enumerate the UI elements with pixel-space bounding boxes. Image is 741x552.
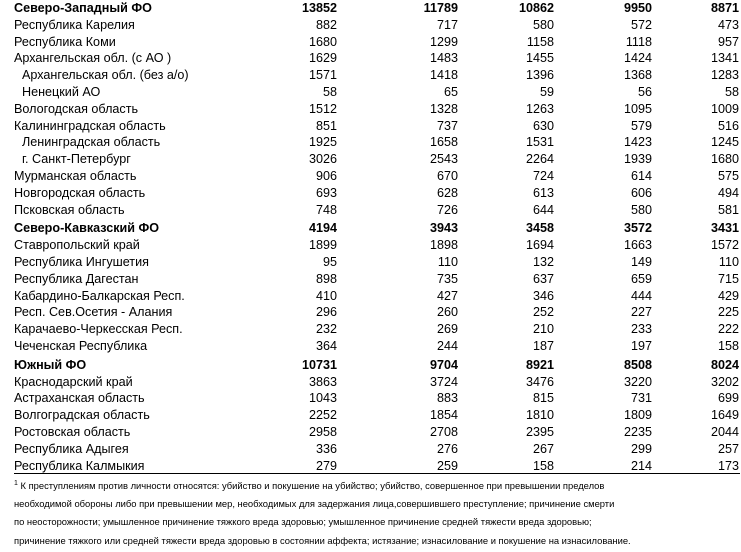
value-cell: 364 [315, 338, 337, 353]
value-cell: 2235 [623, 424, 652, 439]
row-name: Астраханская область [14, 391, 145, 406]
row-name: Республика Коми [14, 34, 116, 49]
value-cell: 693 [315, 185, 337, 200]
value-cell: 1118 [625, 34, 652, 49]
value-cell: 58 [724, 84, 739, 99]
value-cell: 898 [315, 271, 337, 286]
value-cell: 1680 [710, 152, 739, 167]
region-row [14, 304, 740, 321]
region-row [14, 237, 740, 254]
value-cell: 613 [532, 185, 554, 200]
row-name: Волгоградская область [14, 408, 150, 423]
value-cell: 1245 [710, 135, 739, 150]
value-cell: 644 [532, 202, 554, 217]
value-cell: 580 [630, 202, 652, 217]
value-cell: 851 [315, 118, 337, 133]
value-cell: 2044 [710, 424, 739, 439]
value-cell: 244 [436, 338, 458, 353]
district-row [14, 357, 740, 374]
value-cell: 10731 [301, 357, 337, 372]
value-cell: 2252 [308, 408, 337, 423]
value-cell: 3431 [710, 221, 739, 236]
value-cell: 957 [717, 34, 739, 49]
value-cell: 906 [315, 168, 337, 183]
value-cell: 3026 [308, 152, 337, 167]
district-row [14, 0, 740, 17]
region-row [14, 202, 740, 219]
value-cell: 737 [436, 118, 458, 133]
region-row [14, 407, 740, 424]
region-row [14, 271, 740, 288]
value-cell: 59 [539, 84, 554, 99]
value-cell: 65 [443, 84, 458, 99]
value-cell: 110 [437, 254, 458, 269]
row-name: Ленинградская область [22, 135, 161, 150]
row-name: Республика Адыгея [14, 441, 129, 456]
value-cell: 1809 [623, 408, 652, 423]
value-cell: 1009 [710, 101, 739, 116]
row-name: Мурманская область [14, 168, 137, 183]
value-cell: 726 [436, 202, 458, 217]
value-cell: 1341 [710, 51, 739, 66]
row-name: Республика Карелия [14, 17, 135, 32]
row-name: Новгородская область [14, 185, 146, 200]
region-row [14, 254, 740, 271]
value-cell: 9704 [429, 357, 458, 372]
value-cell: 473 [717, 17, 739, 32]
row-name: Краснодарский край [14, 374, 133, 389]
value-cell: 575 [717, 168, 739, 183]
region-row [14, 17, 740, 34]
region-row [14, 458, 740, 475]
footnote [14, 477, 734, 550]
value-cell: 1418 [429, 68, 458, 83]
value-cell: 3458 [525, 221, 554, 236]
value-cell: 516 [717, 118, 739, 133]
value-cell: 2543 [429, 152, 458, 167]
value-cell: 158 [532, 458, 554, 473]
value-cell: 11789 [423, 1, 458, 15]
value-cell: 1680 [308, 34, 337, 49]
value-cell: 1043 [308, 391, 337, 406]
row-name: г. Санкт-Петербург [22, 152, 131, 167]
value-cell: 10862 [518, 1, 554, 15]
value-cell: 1939 [623, 152, 652, 167]
region-row [14, 84, 740, 101]
value-cell: 882 [315, 17, 337, 32]
value-cell: 3220 [623, 374, 652, 389]
footnote-separator [14, 473, 740, 474]
value-cell: 606 [630, 185, 652, 200]
value-cell: 731 [630, 391, 652, 406]
region-row [14, 50, 740, 67]
value-cell: 1368 [623, 68, 652, 83]
crime-statistics-table [14, 0, 740, 474]
value-cell: 717 [436, 17, 458, 32]
value-cell: 8871 [710, 1, 739, 15]
value-cell: 296 [315, 305, 337, 320]
value-cell: 276 [436, 441, 458, 456]
value-cell: 3943 [429, 221, 458, 236]
value-cell: 1925 [308, 135, 337, 150]
value-cell: 1649 [710, 408, 739, 423]
value-cell: 232 [315, 322, 337, 337]
value-cell: 735 [436, 271, 458, 286]
row-name: Южный ФО [14, 357, 87, 372]
row-name: Ростовская область [14, 424, 131, 439]
row-name: Карачаево-Черкесская Респ. [14, 322, 183, 337]
value-cell: 1424 [623, 51, 652, 66]
value-cell: 1483 [429, 51, 458, 66]
value-cell: 227 [630, 305, 652, 320]
value-cell: 429 [717, 288, 739, 303]
value-cell: 724 [532, 168, 554, 183]
value-cell: 580 [532, 17, 554, 32]
value-cell: 8024 [710, 357, 739, 372]
value-cell: 637 [532, 271, 554, 286]
value-cell: 1396 [525, 68, 554, 83]
value-cell: 815 [532, 391, 554, 406]
value-cell: 1572 [710, 238, 739, 253]
value-cell: 1899 [308, 238, 337, 253]
region-row [14, 134, 740, 151]
row-name: Вологодская область [14, 101, 139, 116]
row-name: Архангельская обл. (с АО ) [14, 51, 172, 66]
value-cell: 1423 [623, 135, 652, 150]
region-row [14, 374, 740, 391]
value-cell: 1158 [526, 34, 554, 49]
row-name: Северо-Кавказский ФО [14, 221, 160, 236]
value-cell: 3724 [429, 374, 458, 389]
value-cell: 257 [717, 441, 739, 456]
value-cell: 494 [717, 185, 739, 200]
value-cell: 267 [532, 441, 554, 456]
value-cell: 4194 [308, 221, 337, 236]
region-row [14, 151, 740, 168]
row-name: Северо-Западный ФО [14, 1, 152, 15]
value-cell: 233 [630, 322, 652, 337]
region-row [14, 67, 740, 84]
value-cell: 2708 [429, 424, 458, 439]
row-name: Калининградская область [14, 118, 166, 133]
value-cell: 883 [436, 391, 458, 406]
value-cell: 1283 [710, 68, 739, 83]
value-cell: 699 [717, 391, 739, 406]
row-name: Ставропольский край [14, 238, 140, 253]
value-cell: 579 [630, 118, 652, 133]
value-cell: 630 [532, 118, 554, 133]
region-row [14, 168, 740, 185]
value-cell: 1663 [623, 238, 652, 253]
value-cell: 581 [717, 202, 739, 217]
value-cell: 1095 [623, 101, 652, 116]
value-cell: 259 [436, 458, 458, 473]
value-cell: 210 [532, 322, 554, 337]
value-cell: 95 [322, 254, 337, 269]
value-cell: 1571 [308, 68, 337, 83]
region-row [14, 321, 740, 338]
footnote-line-2: необходимой обороны либо при превышении мер, необходимых для задержания лица,совершившего преступление; причинение смерти [14, 498, 615, 510]
value-cell: 614 [630, 168, 652, 183]
value-cell: 410 [315, 288, 337, 303]
row-name: Кабардино-Балкарская Респ. [14, 288, 185, 303]
value-cell: 1455 [525, 51, 554, 66]
value-cell: 260 [436, 305, 458, 320]
region-row [14, 441, 740, 458]
value-cell: 444 [630, 288, 652, 303]
row-name: Республика Калмыкия [14, 458, 145, 473]
footnote-line-3: по неосторожности; умышленное причинение тяжкого вреда здоровью; умышленное причинение средней тяжести вреда здоровью; [14, 516, 592, 528]
region-row [14, 101, 740, 118]
value-cell: 58 [322, 84, 337, 99]
value-cell: 3202 [710, 374, 739, 389]
footnote-line-1 [14, 477, 734, 495]
value-cell: 572 [630, 17, 652, 32]
value-cell: 1810 [525, 408, 554, 423]
value-cell: 346 [532, 288, 554, 303]
region-row [14, 338, 740, 355]
value-cell: 9950 [623, 1, 652, 15]
row-name: Республика Ингушетия [14, 254, 149, 269]
value-cell: 149 [630, 254, 652, 269]
value-cell: 1658 [429, 135, 458, 150]
value-cell: 187 [532, 338, 554, 353]
row-name: Чеченская Республика [14, 338, 148, 353]
footnote-text-1: К преступлениям против личности относятся: убийство и покушение на убийство; убийство, совершенное при превышении пределов [17, 480, 605, 491]
value-cell: 1328 [429, 101, 458, 116]
value-cell: 173 [717, 458, 739, 473]
value-cell: 3476 [525, 374, 554, 389]
value-cell: 252 [532, 305, 554, 320]
value-cell: 2958 [308, 424, 337, 439]
value-cell: 269 [436, 322, 458, 337]
value-cell: 2395 [525, 424, 554, 439]
value-cell: 1299 [429, 34, 458, 49]
value-cell: 13852 [301, 1, 337, 15]
value-cell: 748 [315, 202, 337, 217]
value-cell: 158 [717, 338, 739, 353]
region-row [14, 118, 740, 135]
region-row [14, 34, 740, 51]
value-cell: 197 [630, 338, 652, 353]
value-cell: 299 [630, 441, 652, 456]
row-name: Архангельская обл. (без а/о) [22, 68, 189, 83]
row-name: Псковская область [14, 202, 125, 217]
value-cell: 56 [637, 84, 652, 99]
value-cell: 1694 [525, 238, 554, 253]
value-cell: 8508 [623, 357, 652, 372]
value-cell: 1531 [525, 135, 554, 150]
value-cell: 1898 [429, 238, 458, 253]
region-row [14, 390, 740, 407]
region-row [14, 288, 740, 305]
footnote-line-4: причинение тяжкого или средней тяжести вреда здоровью в состоянии аффекта; истязание; изнасилование и покушение на изнасилование. [14, 534, 631, 546]
value-cell: 670 [436, 168, 458, 183]
value-cell: 132 [532, 254, 554, 269]
value-cell: 110 [718, 254, 739, 269]
value-cell: 2264 [525, 152, 554, 167]
value-cell: 628 [436, 185, 458, 200]
value-cell: 222 [717, 322, 739, 337]
value-cell: 3863 [308, 374, 337, 389]
value-cell: 336 [315, 441, 337, 456]
row-name: Ненецкий АО [22, 84, 101, 99]
row-name: Республика Дагестан [14, 271, 139, 286]
region-row [14, 424, 740, 441]
value-cell: 8921 [525, 357, 554, 372]
value-cell: 1263 [525, 101, 554, 116]
value-cell: 1512 [308, 101, 337, 116]
value-cell: 225 [717, 305, 739, 320]
value-cell: 3572 [623, 221, 652, 236]
region-row [14, 185, 740, 202]
footnote-marker: 1 [14, 480, 18, 487]
value-cell: 1854 [429, 408, 458, 423]
value-cell: 279 [315, 458, 337, 473]
value-cell: 659 [630, 271, 652, 286]
value-cell: 715 [717, 271, 739, 286]
row-name: Респ. Сев.Осетия - Алания [14, 305, 173, 320]
value-cell: 427 [436, 288, 458, 303]
value-cell: 214 [630, 458, 652, 473]
value-cell: 1629 [308, 51, 337, 66]
district-row [14, 220, 740, 237]
